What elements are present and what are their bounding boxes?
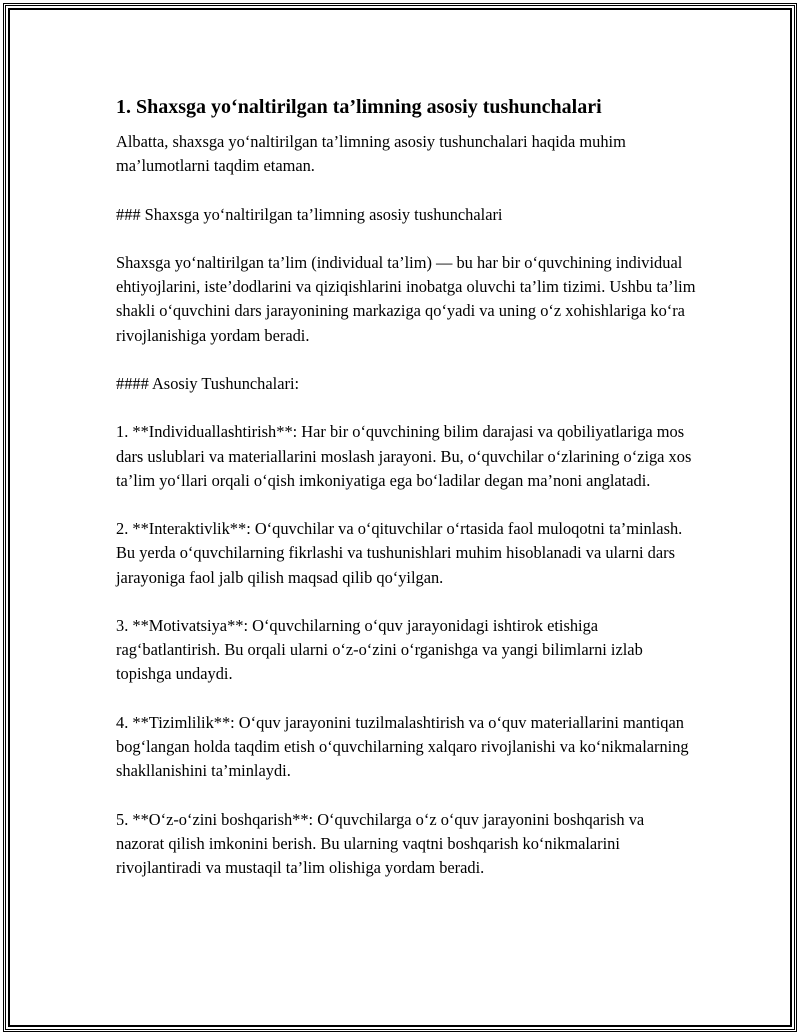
concept-item-4: 4. **Tizimlilik**: O‘quv jarayonini tuzilmalashtirish va o‘quv materiallarini mantiqan bog‘langan holda taqdim etish o‘quvchilarning xalqaro rivojlanishi va ko‘nikmalarning shakllanishini ta’minlaydi. [116,712,689,781]
section-heading-markdown: ### Shaxsga yo‘naltirilgan ta’limning asosiy tushunchalari [116,204,503,224]
intro-paragraph: Albatta, shaxsga yo‘naltirilgan ta’limning asosiy tushunchalari haqida muhim ma’lumotlarni taqdim etaman. [116,132,626,176]
concept-item-1: 1. **Individuallashtirish**: Har bir o‘quvchining bilim darajasi va qobiliyatlariga mos dars uslublari va materiallarini moslash jarayoni. Bu, o‘quvchilar o‘zlarining o‘ziga xos ta’lim yo‘llari orqali o‘qish imkoniyatiga ega bo‘ladilar degan ma’noni anglatadi. [116,422,692,490]
concept-item-5: 5. **O‘z-o‘zini boshqarish**: O‘quvchilarga o‘z o‘quv jarayonini boshqarish va nazorat qilish imkonini berish. Bu ularning vaqtni boshqarish ko‘nikmalarini rivojlantiradi va mustaqil ta’lim olishiga yordam beradi. [116,809,645,877]
subsection-heading-markdown: #### Asosiy Tushunchalari: [116,373,300,393]
concept-item-2: 2. **Interaktivlik**: O‘quvchilar va o‘qituvchilar o‘rtasida faol muloqotni ta’minlash. Bu yerda o‘quvchilarning fikrlashi va tushunishlari muhim hisoblanadi va ularni dars jarayoniga faol jalb qilish maqsad qilib qo‘yilgan. [116,519,683,587]
concept-item-3: 3. **Motivatsiya**: O‘quvchilarning o‘quv jarayonidagi ishtirok etishiga rag‘batlantirish. Bu orqali ularni o‘z-o‘zini o‘rganishga va yangi bilimlarni izlab topishga undaydi. [116,615,643,684]
document-heading: 1. Shaxsga yo‘naltirilgan ta’limning asosiy tushunchalari [116,96,602,118]
definition-paragraph: Shaxsga yo‘naltirilgan ta’lim (individual ta’lim) — bu har bir o‘quvchining individual ehtiyojlarini, iste’dodlarini va qiziqishlarini inobatga oluvchi ta’lim tizimi. Ushbu ta’lim shakli o‘quvchini dars jarayonining markaziga qo‘yadi va uning o‘z xohishlariga ko‘ra rivojlanishiga yordam beradi. [116,252,696,345]
document-body [116,94,696,904]
